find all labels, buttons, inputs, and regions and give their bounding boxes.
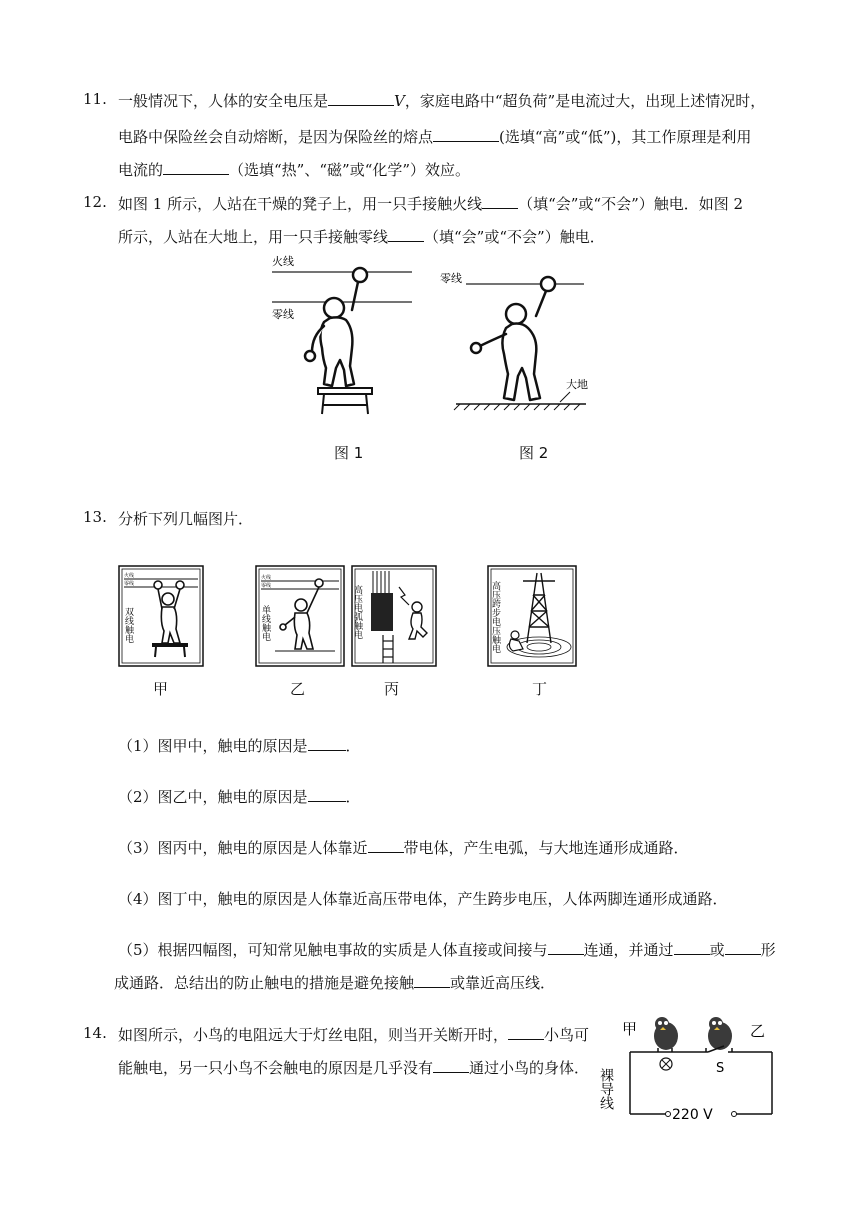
answer-blank[interactable] bbox=[328, 104, 394, 106]
answer-blank[interactable] bbox=[674, 953, 710, 955]
panel-jia bbox=[118, 565, 204, 667]
q13-sub-3: （3）图丙中，触电的原因是人体靠近 带电体，产生电弧，与大地连通形成通路． bbox=[118, 839, 689, 857]
q14-line-2: 能触电，另一只小鸟不会触电的原因是几乎没有 通过小鸟的身体． bbox=[118, 1059, 590, 1077]
panel-yi-label: 单线触电 bbox=[260, 605, 270, 641]
panel-jia-caption: 甲 bbox=[153, 680, 169, 698]
fig2-neutral-label: 零线 bbox=[440, 272, 462, 285]
stool-icon bbox=[318, 388, 372, 414]
q12-line-2: 所示，人站在大地上，用一只手接触零线 （填“会”或“不会”）触电． bbox=[118, 228, 605, 246]
answer-blank[interactable] bbox=[368, 851, 404, 853]
person-icon bbox=[471, 277, 555, 400]
question-number-14: 14. bbox=[83, 1024, 107, 1042]
answer-blank[interactable] bbox=[388, 240, 424, 242]
answer-blank[interactable] bbox=[308, 800, 346, 802]
fig2-ground-label: 大地 bbox=[566, 378, 588, 391]
panel-yi bbox=[255, 565, 345, 667]
bird-icon bbox=[706, 1017, 732, 1052]
bird-icon bbox=[654, 1017, 678, 1052]
question-number-12: 12. bbox=[83, 193, 107, 211]
answer-blank[interactable] bbox=[433, 1071, 469, 1073]
q13-sub-1: （1）图甲中，触电的原因是 ． bbox=[118, 737, 361, 755]
answer-blank[interactable] bbox=[482, 207, 518, 209]
person-icon bbox=[305, 268, 367, 386]
q14-line-1: 如图所示，小鸟的电阻远大于灯丝电阻，则当开关断开时， 小鸟可 bbox=[118, 1026, 590, 1044]
panel-yi-caption: 乙 bbox=[290, 680, 306, 698]
fig1-caption: 图 1 bbox=[334, 444, 364, 462]
panel-ding-label: 高压跨步电压触电 bbox=[490, 581, 500, 653]
q13-sub-4: （4）图丁中，触电的原因是人体靠近高压带电体，产生跨步电压，人体两脚连通形成通路． bbox=[118, 890, 728, 908]
q13-intro: 分析下列几幅图片． bbox=[118, 510, 254, 528]
answer-blank[interactable] bbox=[414, 986, 450, 988]
fig1-live-label: 火线 bbox=[272, 255, 294, 268]
bird-right-label: 乙 bbox=[750, 1022, 766, 1040]
bird-left-label: 甲 bbox=[622, 1020, 638, 1038]
q13-sub-5-line-2: 成通路．总结出的防止触电的措施是避免接触 或靠近高压线． bbox=[114, 974, 556, 992]
answer-blank[interactable] bbox=[433, 140, 499, 142]
q11-line-2: 电路中保险丝会自动熔断，是因为保险丝的熔点 (选填“高”或“低”)，其工作原理是利用 bbox=[118, 128, 752, 146]
svg-text:火线: 火线 bbox=[261, 575, 272, 581]
q11-line-1: 一般情况下，人体的安全电压是 V，家庭电路中“超负荷”是电流过大，出现上述情况时， bbox=[118, 92, 766, 110]
panel-ding-caption: 丁 bbox=[532, 680, 548, 698]
q11-line-3: 电流的 （选填“热”、“磁”或“化学”）效应。 bbox=[118, 161, 471, 179]
panel-jia-label: 双线触电 bbox=[123, 607, 133, 643]
q13-sub-2: （2）图乙中，触电的原因是 ． bbox=[118, 788, 361, 806]
panel-bing bbox=[351, 565, 437, 667]
wire-label: 裸导线 bbox=[598, 1068, 614, 1110]
figure-2-person-on-ground bbox=[436, 262, 596, 412]
q13-sub-5-line-1: （5）根据四幅图，可知常见触电事故的实质是人体直接或间接与 连通，并通过 或 形 bbox=[118, 941, 776, 959]
voltage-label: 220 V bbox=[672, 1107, 713, 1123]
question-number-11: 11. bbox=[83, 90, 107, 108]
panel-bing-label: 高压电弧触电 bbox=[352, 585, 362, 639]
answer-blank[interactable] bbox=[725, 953, 761, 955]
fig2-caption: 图 2 bbox=[519, 444, 549, 462]
svg-text:火线: 火线 bbox=[124, 573, 135, 579]
answer-blank[interactable] bbox=[308, 749, 346, 751]
figure-1-person-on-stool bbox=[268, 252, 418, 417]
panel-ding bbox=[487, 565, 577, 667]
answer-blank[interactable] bbox=[163, 173, 229, 175]
switch-label: S bbox=[716, 1061, 725, 1076]
fig1-neutral-label: 零线 bbox=[272, 308, 294, 321]
q12-line-1: 如图 1 所示，人站在干燥的凳子上，用一只手接触火线 （填“会”或“不会”）触电．如图 2 bbox=[118, 195, 744, 213]
answer-blank[interactable] bbox=[508, 1038, 544, 1040]
svg-text:零线: 零线 bbox=[124, 581, 135, 587]
svg-text:零线: 零线 bbox=[261, 583, 272, 589]
answer-blank[interactable] bbox=[548, 953, 584, 955]
question-number-13: 13. bbox=[83, 508, 107, 526]
panel-bing-caption: 丙 bbox=[384, 680, 400, 698]
birds-circuit-figure bbox=[600, 1012, 785, 1122]
